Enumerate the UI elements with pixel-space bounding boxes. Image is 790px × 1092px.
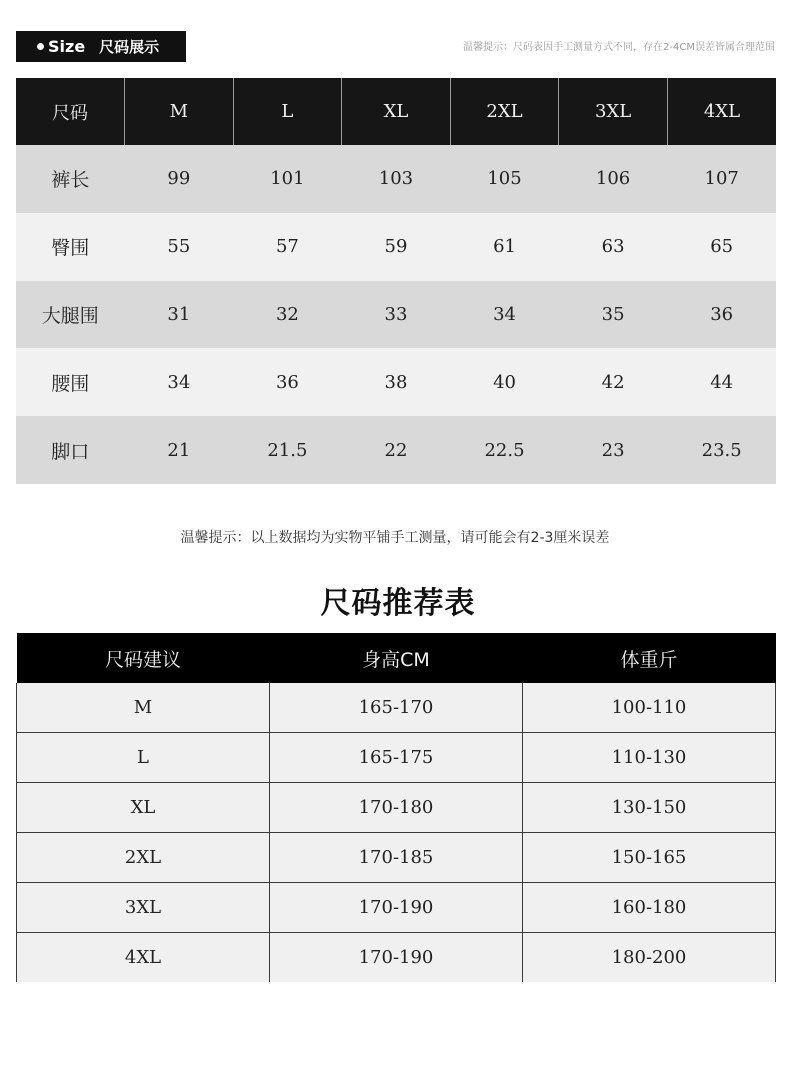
- table-cell: M: [17, 683, 270, 733]
- measurement-note: 温馨提示：以上数据均为实物平铺手工测量，请可能会有2-3厘米误差: [180, 530, 610, 546]
- row-label: 腰围: [16, 348, 125, 416]
- table-cell: 3XL: [17, 883, 270, 933]
- table-cell: 21.5: [233, 416, 342, 484]
- table-cell: 170-180: [270, 783, 523, 833]
- size-badge: [16, 31, 186, 62]
- table-cell: 22.5: [450, 416, 559, 484]
- table-cell: 105: [450, 145, 559, 213]
- table-row: [16, 213, 776, 281]
- table-cell: 31: [125, 281, 234, 349]
- size-chart-header-cell: 4XL: [667, 78, 776, 145]
- table-cell: 55: [125, 213, 234, 281]
- table-cell: 35: [559, 281, 668, 349]
- table-row: [17, 783, 776, 833]
- size-chart-header-cell: 3XL: [559, 78, 668, 145]
- row-label: 脚口: [16, 416, 125, 484]
- table-cell: 130-150: [523, 783, 776, 833]
- table-row: [17, 833, 776, 883]
- measurement-tolerance-note: 温馨提示：尺码表因手工测量方式不同，存在2-4CM误差皆属合理范围: [463, 42, 775, 53]
- size-badge-label-en: Size: [48, 37, 86, 56]
- table-cell: L: [17, 733, 270, 783]
- bullet-dot-icon: [37, 43, 44, 50]
- table-cell: 165-175: [270, 733, 523, 783]
- table-cell: 36: [233, 348, 342, 416]
- table-cell: 99: [125, 145, 234, 213]
- table-cell: 40: [450, 348, 559, 416]
- table-row: [16, 145, 776, 213]
- size-badge-label-cn: 尺码展示: [99, 38, 160, 56]
- table-row: [17, 933, 776, 983]
- size-chart-header-row: [16, 78, 776, 145]
- table-cell: 170-185: [270, 833, 523, 883]
- recommendation-header-cell: 身高CM: [270, 633, 523, 683]
- size-chart-header-cell: 2XL: [450, 78, 559, 145]
- table-row: [16, 348, 776, 416]
- table-cell: 170-190: [270, 883, 523, 933]
- table-cell: 33: [342, 281, 451, 349]
- table-cell: 36: [667, 281, 776, 349]
- row-label: 裤长: [16, 145, 125, 213]
- size-chart-header-cell: 尺码: [16, 78, 125, 145]
- table-cell: 101: [233, 145, 342, 213]
- table-cell: 4XL: [17, 933, 270, 983]
- recommendation-header-cell: 体重斤: [523, 633, 776, 683]
- table-cell: 170-190: [270, 933, 523, 983]
- table-cell: 57: [233, 213, 342, 281]
- table-cell: XL: [17, 783, 270, 833]
- recommendation-header-row: [17, 633, 776, 683]
- size-chart-header-cell: M: [125, 78, 234, 145]
- table-cell: 22: [342, 416, 451, 484]
- size-chart-header-cell: L: [233, 78, 342, 145]
- table-cell: 165-170: [270, 683, 523, 733]
- table-cell: 38: [342, 348, 451, 416]
- table-cell: 180-200: [523, 933, 776, 983]
- table-cell: 150-165: [523, 833, 776, 883]
- table-row: [17, 683, 776, 733]
- table-row: [17, 883, 776, 933]
- table-cell: 34: [450, 281, 559, 349]
- table-cell: 107: [667, 145, 776, 213]
- table-row: [16, 416, 776, 484]
- table-cell: 44: [667, 348, 776, 416]
- size-chart-header-cell: XL: [342, 78, 451, 145]
- row-label: 大腿围: [16, 281, 125, 349]
- table-cell: 23: [559, 416, 668, 484]
- table-cell: 100-110: [523, 683, 776, 733]
- table-cell: 103: [342, 145, 451, 213]
- table-cell: 23.5: [667, 416, 776, 484]
- table-cell: 61: [450, 213, 559, 281]
- table-cell: 42: [559, 348, 668, 416]
- table-row: [17, 733, 776, 783]
- table-cell: 65: [667, 213, 776, 281]
- table-cell: 59: [342, 213, 451, 281]
- table-cell: 106: [559, 145, 668, 213]
- table-cell: 2XL: [17, 833, 270, 883]
- table-cell: 110-130: [523, 733, 776, 783]
- table-cell: 34: [125, 348, 234, 416]
- row-label: 臀围: [16, 213, 125, 281]
- table-cell: 63: [559, 213, 668, 281]
- recommendation-header-cell: 尺码建议: [17, 633, 270, 683]
- size-recommendation-table: [16, 633, 776, 982]
- table-cell: 32: [233, 281, 342, 349]
- table-cell: 21: [125, 416, 234, 484]
- recommendation-title: 尺码推荐表: [320, 586, 476, 621]
- size-chart-table: [16, 78, 776, 484]
- table-cell: 160-180: [523, 883, 776, 933]
- table-row: [16, 281, 776, 349]
